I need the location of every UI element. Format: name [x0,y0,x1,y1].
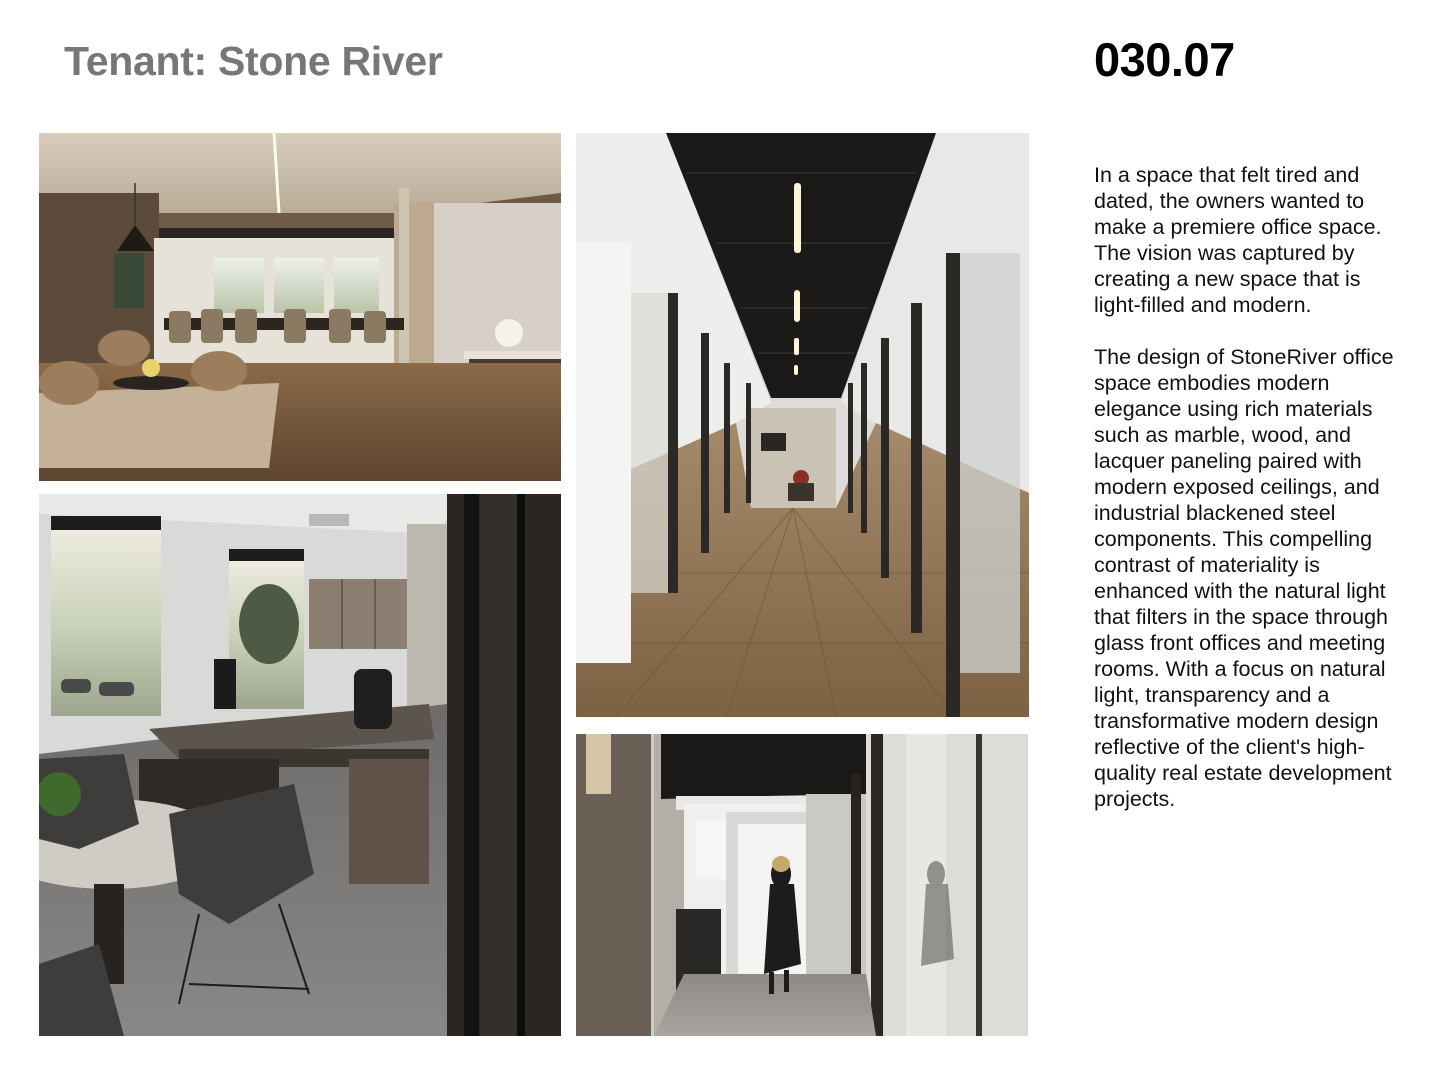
project-description [1094,162,1394,838]
photo-lounge-conference [39,133,561,481]
description-paragraph: The design of StoneRiver office space embodies modern elegance using rich materials such as marble, wood, and lacquer paneling paired with modern exposed ceilings, and industrial blackened steel components. This compelling contrast of materiality is enhanced with the natural light that filters in the space through glass front offices and meeting rooms. With a focus on natural light, transparency and a transformative modern design reflective of the client's high-quality real estate development projects. [1094,345,1394,811]
office-illustration [39,494,561,1036]
photo-private-office [39,494,561,1036]
lounge-illustration [39,133,561,481]
description-paragraph: In a space that felt tired and dated, the owners wanted to make a premiere office space. The vision was captured by creating a new space that is light-filled and modern. [1094,163,1382,317]
photo-glass-corridor [576,133,1029,717]
page-number: 030.07 [1094,33,1235,86]
hallway-illustration [576,734,1028,1036]
photo-hallway-person [576,734,1028,1036]
page-title: Tenant: Stone River [64,38,443,84]
corridor-illustration [576,133,1029,717]
